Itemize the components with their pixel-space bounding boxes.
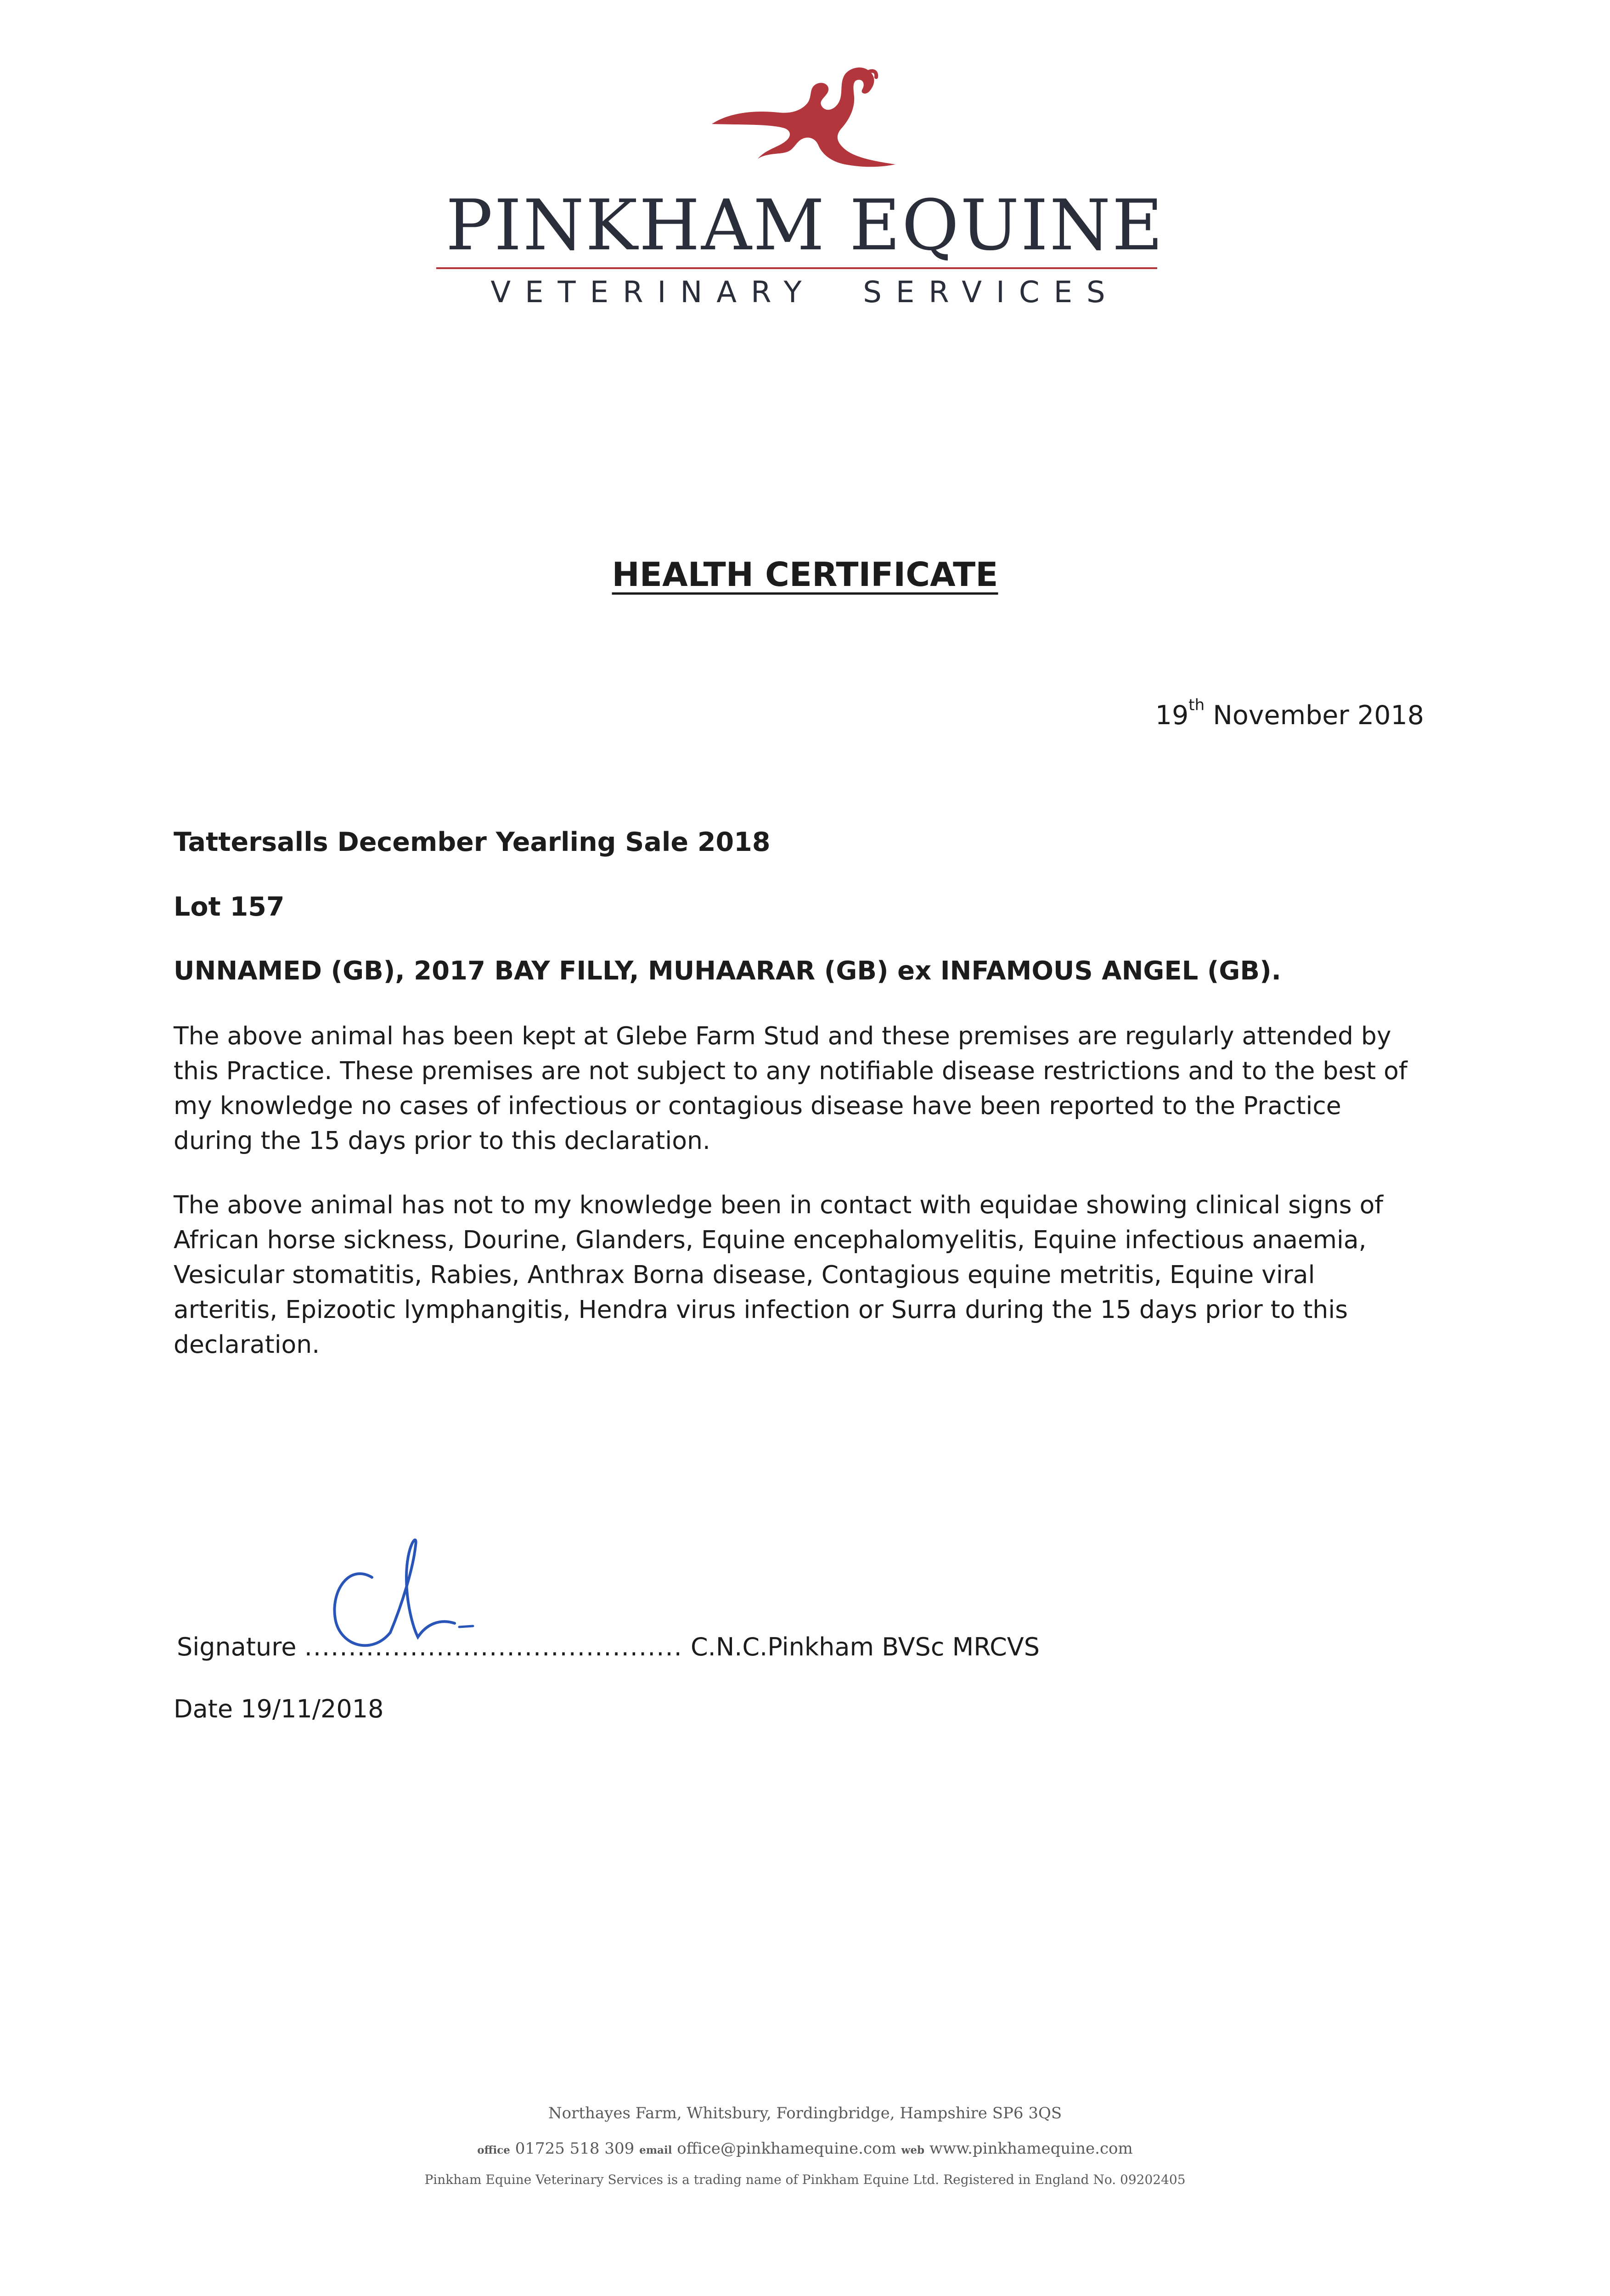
declaration-paragraph-premises: The above animal has been kept at Glebe Farm Stud and these premises are regularly attended by this Practice. These premises are not subject to any notifiable disease restrictions and to the best of my knowledge no cases of infectious or contagious disease have been reported to the Practice during the 15 days prior to this declaration. xyxy=(174,1021,1407,1155)
email-link[interactable]: office@pinkhamequine.com xyxy=(677,2139,896,2158)
signature-label: Signature xyxy=(177,1632,297,1661)
animal-description: UNNAMED (GB), 2017 BAY FILLY, MUHAARAR (GB) ex INFAMOUS ANGEL (GB). xyxy=(174,956,1281,986)
date-month-year: November 2018 xyxy=(1205,700,1424,731)
office-phone: 01725 518 309 xyxy=(515,2139,635,2158)
footer-legal: Pinkham Equine Veterinary Services is a trading name of Pinkham Equine Ltd. Registered in England No. 09202405 xyxy=(424,2172,1186,2187)
brand-name: PINKHAM EQUINE xyxy=(445,185,1165,266)
date-day: 19 xyxy=(1155,700,1189,731)
lot-number: Lot 157 xyxy=(174,892,285,922)
footer-contact xyxy=(0,2141,1610,2156)
email-label: email xyxy=(639,2144,672,2156)
date-suffix: th xyxy=(1188,696,1205,715)
sale-name: Tattersalls December Yearling Sale 2018 xyxy=(174,827,771,857)
certificate-date xyxy=(1155,696,1424,731)
web-label: web xyxy=(901,2144,925,2156)
office-label: office xyxy=(477,2144,510,2156)
horse-icon xyxy=(684,55,914,193)
brand-subtitle: VETERINARY SERVICES xyxy=(490,276,1120,310)
footer-address: Northayes Farm, Whitsbury, Fordingbridge, Hampshire SP6 3QS xyxy=(548,2104,1062,2122)
website-link[interactable]: www.pinkhamequine.com xyxy=(929,2139,1133,2158)
signature-date: Date 19/11/2018 xyxy=(174,1694,384,1723)
handwritten-signature xyxy=(321,1527,537,1678)
page-title: HEALTH CERTIFICATE xyxy=(612,555,998,594)
signature-line xyxy=(177,1632,1040,1661)
signatory-name: C.N.C.Pinkham BVSc MRCVS xyxy=(690,1632,1040,1661)
signature-dots: ........................................... xyxy=(304,1632,683,1661)
declaration-paragraph-contact: The above animal has not to my knowledge been in contact with equidae showing clinical signs of African horse sickness, Dourine, Glanders, Equine encephalomyelitis, Equine infectious anaemia, Vesicular stomatitis, Rabies, Anthrax Borna disease, Contagious equine metritis, Equine viral arteritis, Epizootic lymphangitis, Hendra virus infection or Surra during the 15 days prior to this declaration. xyxy=(174,1190,1384,1359)
brand-divider xyxy=(436,267,1157,269)
